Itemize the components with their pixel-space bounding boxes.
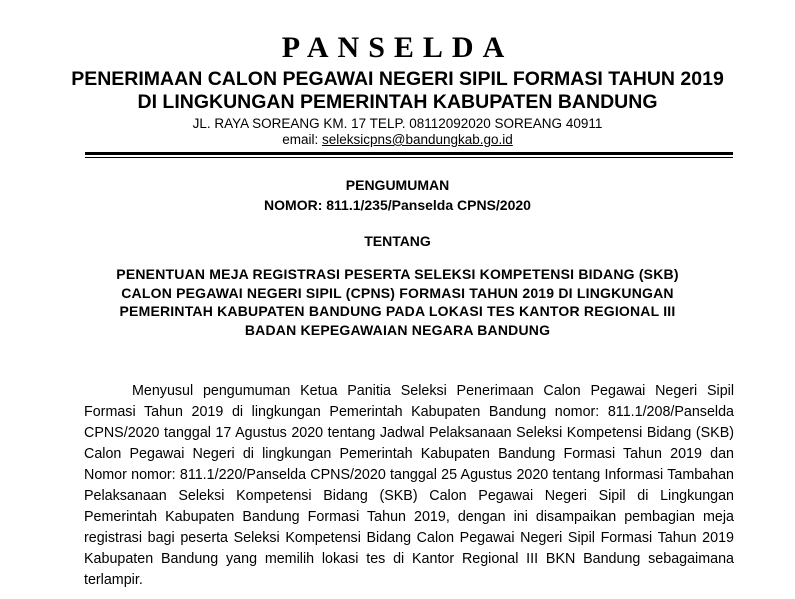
letterhead-divider-thick — [85, 152, 733, 155]
subject-line: CALON PEGAWAI NEGERI SIPIL (CPNS) FORMASI TAHUN 2019 DI LINGKUNGAN — [121, 284, 674, 301]
announcement-heading: PENGUMUMAN — [345, 177, 450, 193]
letterhead-divider-thin — [85, 157, 733, 158]
announcement-heading-block — [0, 175, 795, 215]
subject-line: BADAN KEPEGAWAIAN NEGARA BANDUNG — [244, 321, 551, 338]
announcement-about: TENTANG — [364, 233, 431, 249]
email-line — [0, 132, 795, 148]
letterhead — [0, 28, 795, 148]
subject-line: PEMERINTAH KABUPATEN BANDUNG PADA LOKASI TES KANTOR REGIONAL III — [119, 303, 676, 319]
email-label: email: — [282, 132, 322, 147]
announcement-subject — [0, 265, 795, 339]
email-link[interactable]: seleksicpns@bandungkab.go.id — [321, 132, 513, 147]
letterhead-title-line-1: PENERIMAAN CALON PEGAWAI NEGERI SIPIL FORMASI TAHUN 2019 — [71, 68, 724, 90]
office-address: JL. RAYA SOREANG KM. 17 TELP. 08112092020 SOREANG 40911 — [192, 116, 603, 131]
subject-line: PENENTUAN MEJA REGISTRASI PESERTA SELEKSI KOMPETENSI BIDANG (SKB) — [116, 266, 679, 282]
org-name: PANSELDA — [281, 31, 514, 64]
letterhead-title-line-2: DI LINGKUNGAN PEMERINTAH KABUPATEN BANDUNG — [137, 91, 658, 113]
announcement-number: NOMOR: 811.1/235/Panselda CPNS/2020 — [264, 197, 531, 213]
body-paragraph: Menyusul pengumuman Ketua Panitia Seleksi Penerimaan Calon Pegawai Negeri Sipil Formasi Tahun 2019 di lingkungan Pemerintah Kabupaten Bandung nomor: 811.1/208/Panselda CPNS/2020 tanggal 17 Agustus 2020 tentang Jadwal Pelaksanaan Seleksi Kompetensi Bidang (SKB) Calon Pegawai Negeri di lingkungan Pemerintah Kabupaten Bandung Formasi Tahun 2019 dan Nomor nomor: 811.1/220/Panselda CPNS/2020 tanggal 25 Agustus 2020 tentang Informasi Tambahan Pelaksanaan Seleksi Kompetensi Bidang (SKB) Calon Pegawai Negeri Sipil di Lingkungan Pemerintah Kabupaten Bandung Formasi Tahun 2019, dengan ini disampaikan pembagian meja registrasi bagi peserta Seleksi Kompetensi Bidang Calon Pegawai Negeri Sipil Formasi Tahun 2019 Kabupaten Bandung yang memilih lokasi tes di Kantor Regional III BKN Bandung sebagaimana terlampir. — [84, 383, 734, 588]
